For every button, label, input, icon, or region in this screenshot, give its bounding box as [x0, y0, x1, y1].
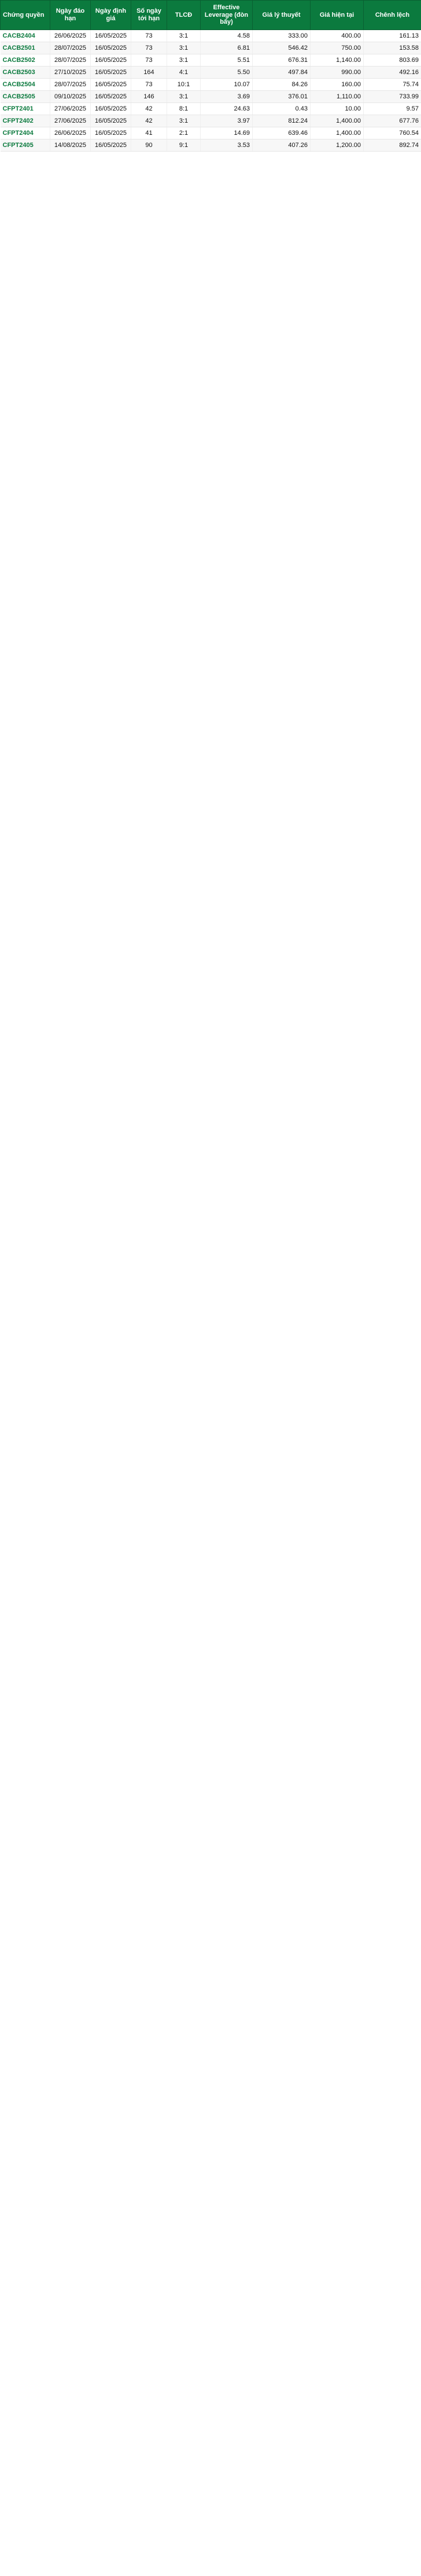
cell-days: 90 — [131, 139, 167, 151]
table-row — [1, 42, 421, 54]
cell-theoretical: 676.31 — [253, 54, 311, 66]
cell-warrant: CACB2404 — [1, 30, 50, 42]
cell-maturity-date: 26/06/2025 — [50, 30, 91, 42]
table-body — [1, 30, 421, 151]
cell-warrant: CACB2501 — [1, 42, 50, 54]
cell-leverage: 5.51 — [201, 54, 253, 66]
cell-current: 160.00 — [311, 78, 364, 90]
cell-maturity-date: 26/06/2025 — [50, 127, 91, 139]
cell-warrant: CFPT2401 — [1, 102, 50, 115]
table-row — [1, 139, 421, 151]
table-row — [1, 102, 421, 115]
table-row — [1, 115, 421, 127]
cell-days: 73 — [131, 30, 167, 42]
cell-leverage: 14.69 — [201, 127, 253, 139]
cell-current: 1,400.00 — [311, 115, 364, 127]
cell-theoretical: 333.00 — [253, 30, 311, 42]
cell-current: 1,200.00 — [311, 139, 364, 151]
cell-difference: 492.16 — [364, 66, 421, 78]
table-row — [1, 54, 421, 66]
cell-warrant: CACB2502 — [1, 54, 50, 66]
table-row — [1, 127, 421, 139]
col-theoretical-price: Giá lý thuyết — [253, 1, 311, 30]
cell-days: 73 — [131, 54, 167, 66]
cell-difference: 733.99 — [364, 90, 421, 102]
cell-valuation-date: 16/05/2025 — [91, 139, 131, 151]
cell-maturity-date: 27/06/2025 — [50, 102, 91, 115]
cell-maturity-date: 27/06/2025 — [50, 115, 91, 127]
cell-difference: 892.74 — [364, 139, 421, 151]
cell-ratio: 2:1 — [167, 127, 201, 139]
cell-leverage: 3.69 — [201, 90, 253, 102]
cell-warrant: CACB2503 — [1, 66, 50, 78]
cell-current: 990.00 — [311, 66, 364, 78]
col-conversion-ratio: TLCĐ — [167, 1, 201, 30]
table-row — [1, 66, 421, 78]
cell-theoretical: 376.01 — [253, 90, 311, 102]
warrant-table — [0, 0, 421, 152]
cell-leverage: 24.63 — [201, 102, 253, 115]
cell-valuation-date: 16/05/2025 — [91, 90, 131, 102]
cell-theoretical: 546.42 — [253, 42, 311, 54]
cell-valuation-date: 16/05/2025 — [91, 127, 131, 139]
cell-ratio: 10:1 — [167, 78, 201, 90]
cell-theoretical: 812.24 — [253, 115, 311, 127]
cell-warrant: CFPT2404 — [1, 127, 50, 139]
table-header — [1, 1, 421, 30]
cell-maturity-date: 28/07/2025 — [50, 54, 91, 66]
cell-difference: 9.57 — [364, 102, 421, 115]
cell-valuation-date: 16/05/2025 — [91, 30, 131, 42]
cell-current: 400.00 — [311, 30, 364, 42]
cell-theoretical: 0.43 — [253, 102, 311, 115]
cell-ratio: 3:1 — [167, 30, 201, 42]
cell-warrant: CACB2504 — [1, 78, 50, 90]
cell-maturity-date: 14/08/2025 — [50, 139, 91, 151]
cell-current: 1,400.00 — [311, 127, 364, 139]
cell-leverage: 10.07 — [201, 78, 253, 90]
cell-valuation-date: 16/05/2025 — [91, 115, 131, 127]
cell-current: 750.00 — [311, 42, 364, 54]
cell-theoretical: 639.46 — [253, 127, 311, 139]
cell-maturity-date: 28/07/2025 — [50, 78, 91, 90]
table-row — [1, 78, 421, 90]
cell-difference: 161.13 — [364, 30, 421, 42]
col-current-price: Giá hiện tại — [311, 1, 364, 30]
cell-days: 73 — [131, 42, 167, 54]
cell-ratio: 3:1 — [167, 54, 201, 66]
cell-days: 164 — [131, 66, 167, 78]
col-days-to-maturity: Số ngày tới hạn — [131, 1, 167, 30]
cell-difference: 760.54 — [364, 127, 421, 139]
cell-days: 42 — [131, 115, 167, 127]
table-row — [1, 90, 421, 102]
cell-valuation-date: 16/05/2025 — [91, 102, 131, 115]
cell-leverage: 4.58 — [201, 30, 253, 42]
col-maturity-date: Ngày đáo hạn — [50, 1, 91, 30]
cell-ratio: 3:1 — [167, 115, 201, 127]
cell-current: 1,110.00 — [311, 90, 364, 102]
col-warrant: Chứng quyền — [1, 1, 50, 30]
cell-theoretical: 497.84 — [253, 66, 311, 78]
cell-valuation-date: 16/05/2025 — [91, 42, 131, 54]
cell-ratio: 3:1 — [167, 42, 201, 54]
cell-leverage: 6.81 — [201, 42, 253, 54]
cell-ratio: 9:1 — [167, 139, 201, 151]
col-difference: Chênh lệch — [364, 1, 421, 30]
cell-maturity-date: 27/10/2025 — [50, 66, 91, 78]
cell-difference: 153.58 — [364, 42, 421, 54]
cell-warrant: CFPT2402 — [1, 115, 50, 127]
cell-valuation-date: 16/05/2025 — [91, 54, 131, 66]
cell-leverage: 5.50 — [201, 66, 253, 78]
cell-leverage: 3.97 — [201, 115, 253, 127]
cell-difference: 75.74 — [364, 78, 421, 90]
cell-ratio: 4:1 — [167, 66, 201, 78]
cell-current: 10.00 — [311, 102, 364, 115]
cell-difference: 677.76 — [364, 115, 421, 127]
col-valuation-date: Ngày định giá — [91, 1, 131, 30]
remaining-table-area — [0, 152, 421, 2235]
cell-warrant: CACB2505 — [1, 90, 50, 102]
cell-leverage: 3.53 — [201, 139, 253, 151]
cell-current: 1,140.00 — [311, 54, 364, 66]
cell-ratio: 8:1 — [167, 102, 201, 115]
cell-days: 42 — [131, 102, 167, 115]
cell-days: 41 — [131, 127, 167, 139]
cell-maturity-date: 28/07/2025 — [50, 42, 91, 54]
cell-warrant: CFPT2405 — [1, 139, 50, 151]
cell-days: 146 — [131, 90, 167, 102]
cell-days: 73 — [131, 78, 167, 90]
cell-theoretical: 84.26 — [253, 78, 311, 90]
col-effective-leverage: Effective Leverage (đòn bẩy) — [201, 1, 253, 30]
cell-theoretical: 407.26 — [253, 139, 311, 151]
table-row — [1, 30, 421, 42]
cell-valuation-date: 16/05/2025 — [91, 78, 131, 90]
cell-difference: 803.69 — [364, 54, 421, 66]
cell-valuation-date: 16/05/2025 — [91, 66, 131, 78]
cell-ratio: 3:1 — [167, 90, 201, 102]
cell-maturity-date: 09/10/2025 — [50, 90, 91, 102]
